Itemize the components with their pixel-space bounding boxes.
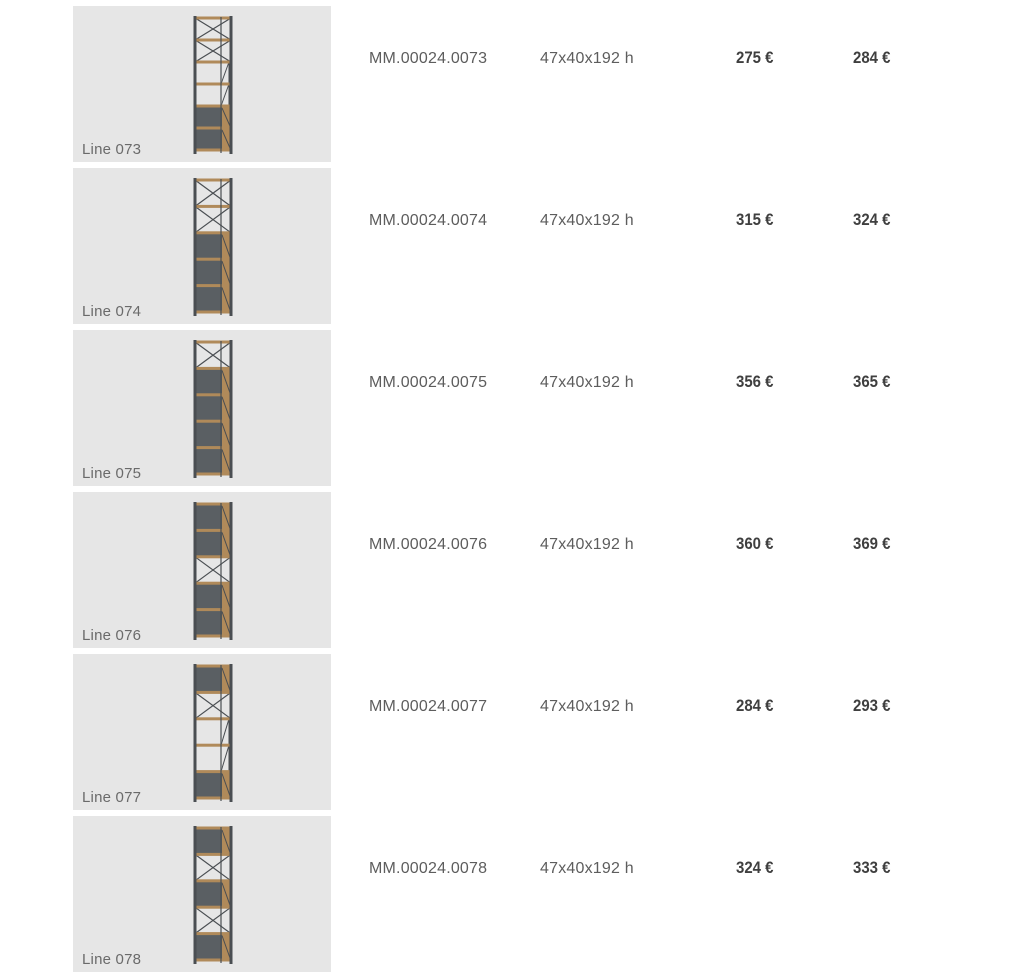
price-2: 293 € bbox=[853, 696, 891, 715]
product-caption: Line 077 bbox=[82, 789, 142, 806]
product-code: MM.00024.0076 bbox=[369, 536, 488, 553]
price-1: 315 € bbox=[736, 210, 774, 229]
product-code: MM.00024.0077 bbox=[369, 698, 488, 715]
product-caption: Line 078 bbox=[82, 951, 142, 968]
product-code: MM.00024.0073 bbox=[369, 50, 488, 67]
price-2: 333 € bbox=[853, 858, 891, 877]
product-caption: Line 076 bbox=[82, 627, 142, 644]
product-image[interactable] bbox=[73, 330, 331, 486]
product-row bbox=[0, 330, 1024, 486]
price-2: 324 € bbox=[853, 210, 891, 229]
product-code: MM.00024.0074 bbox=[369, 212, 488, 229]
product-image[interactable] bbox=[73, 492, 331, 648]
product-image[interactable] bbox=[73, 816, 331, 972]
product-image[interactable] bbox=[73, 654, 331, 810]
product-image[interactable] bbox=[73, 6, 331, 162]
shelf-illustration bbox=[191, 14, 237, 154]
shelf-illustration bbox=[191, 500, 237, 640]
price-2: 365 € bbox=[853, 372, 891, 391]
product-code: MM.00024.0078 bbox=[369, 860, 488, 877]
product-dimensions: 47x40x192 h bbox=[540, 374, 634, 391]
price-1: 275 € bbox=[736, 48, 774, 67]
product-caption: Line 075 bbox=[82, 465, 142, 482]
product-row bbox=[0, 168, 1024, 324]
shelf-illustration bbox=[191, 824, 237, 964]
shelf-illustration bbox=[191, 176, 237, 316]
product-dimensions: 47x40x192 h bbox=[540, 860, 634, 877]
product-caption: Line 074 bbox=[82, 303, 142, 320]
product-row bbox=[0, 6, 1024, 162]
product-row bbox=[0, 816, 1024, 972]
product-dimensions: 47x40x192 h bbox=[540, 698, 634, 715]
product-code: MM.00024.0075 bbox=[369, 374, 488, 391]
price-1: 324 € bbox=[736, 858, 774, 877]
product-dimensions: 47x40x192 h bbox=[540, 50, 634, 67]
product-row bbox=[0, 654, 1024, 810]
price-2: 369 € bbox=[853, 534, 891, 553]
price-1: 360 € bbox=[736, 534, 774, 553]
product-dimensions: 47x40x192 h bbox=[540, 536, 634, 553]
shelf-illustration bbox=[191, 662, 237, 802]
price-1: 356 € bbox=[736, 372, 774, 391]
shelf-illustration bbox=[191, 338, 237, 478]
price-1: 284 € bbox=[736, 696, 774, 715]
price-2: 284 € bbox=[853, 48, 891, 67]
product-row bbox=[0, 492, 1024, 648]
product-caption: Line 073 bbox=[82, 141, 142, 158]
product-image[interactable] bbox=[73, 168, 331, 324]
product-dimensions: 47x40x192 h bbox=[540, 212, 634, 229]
